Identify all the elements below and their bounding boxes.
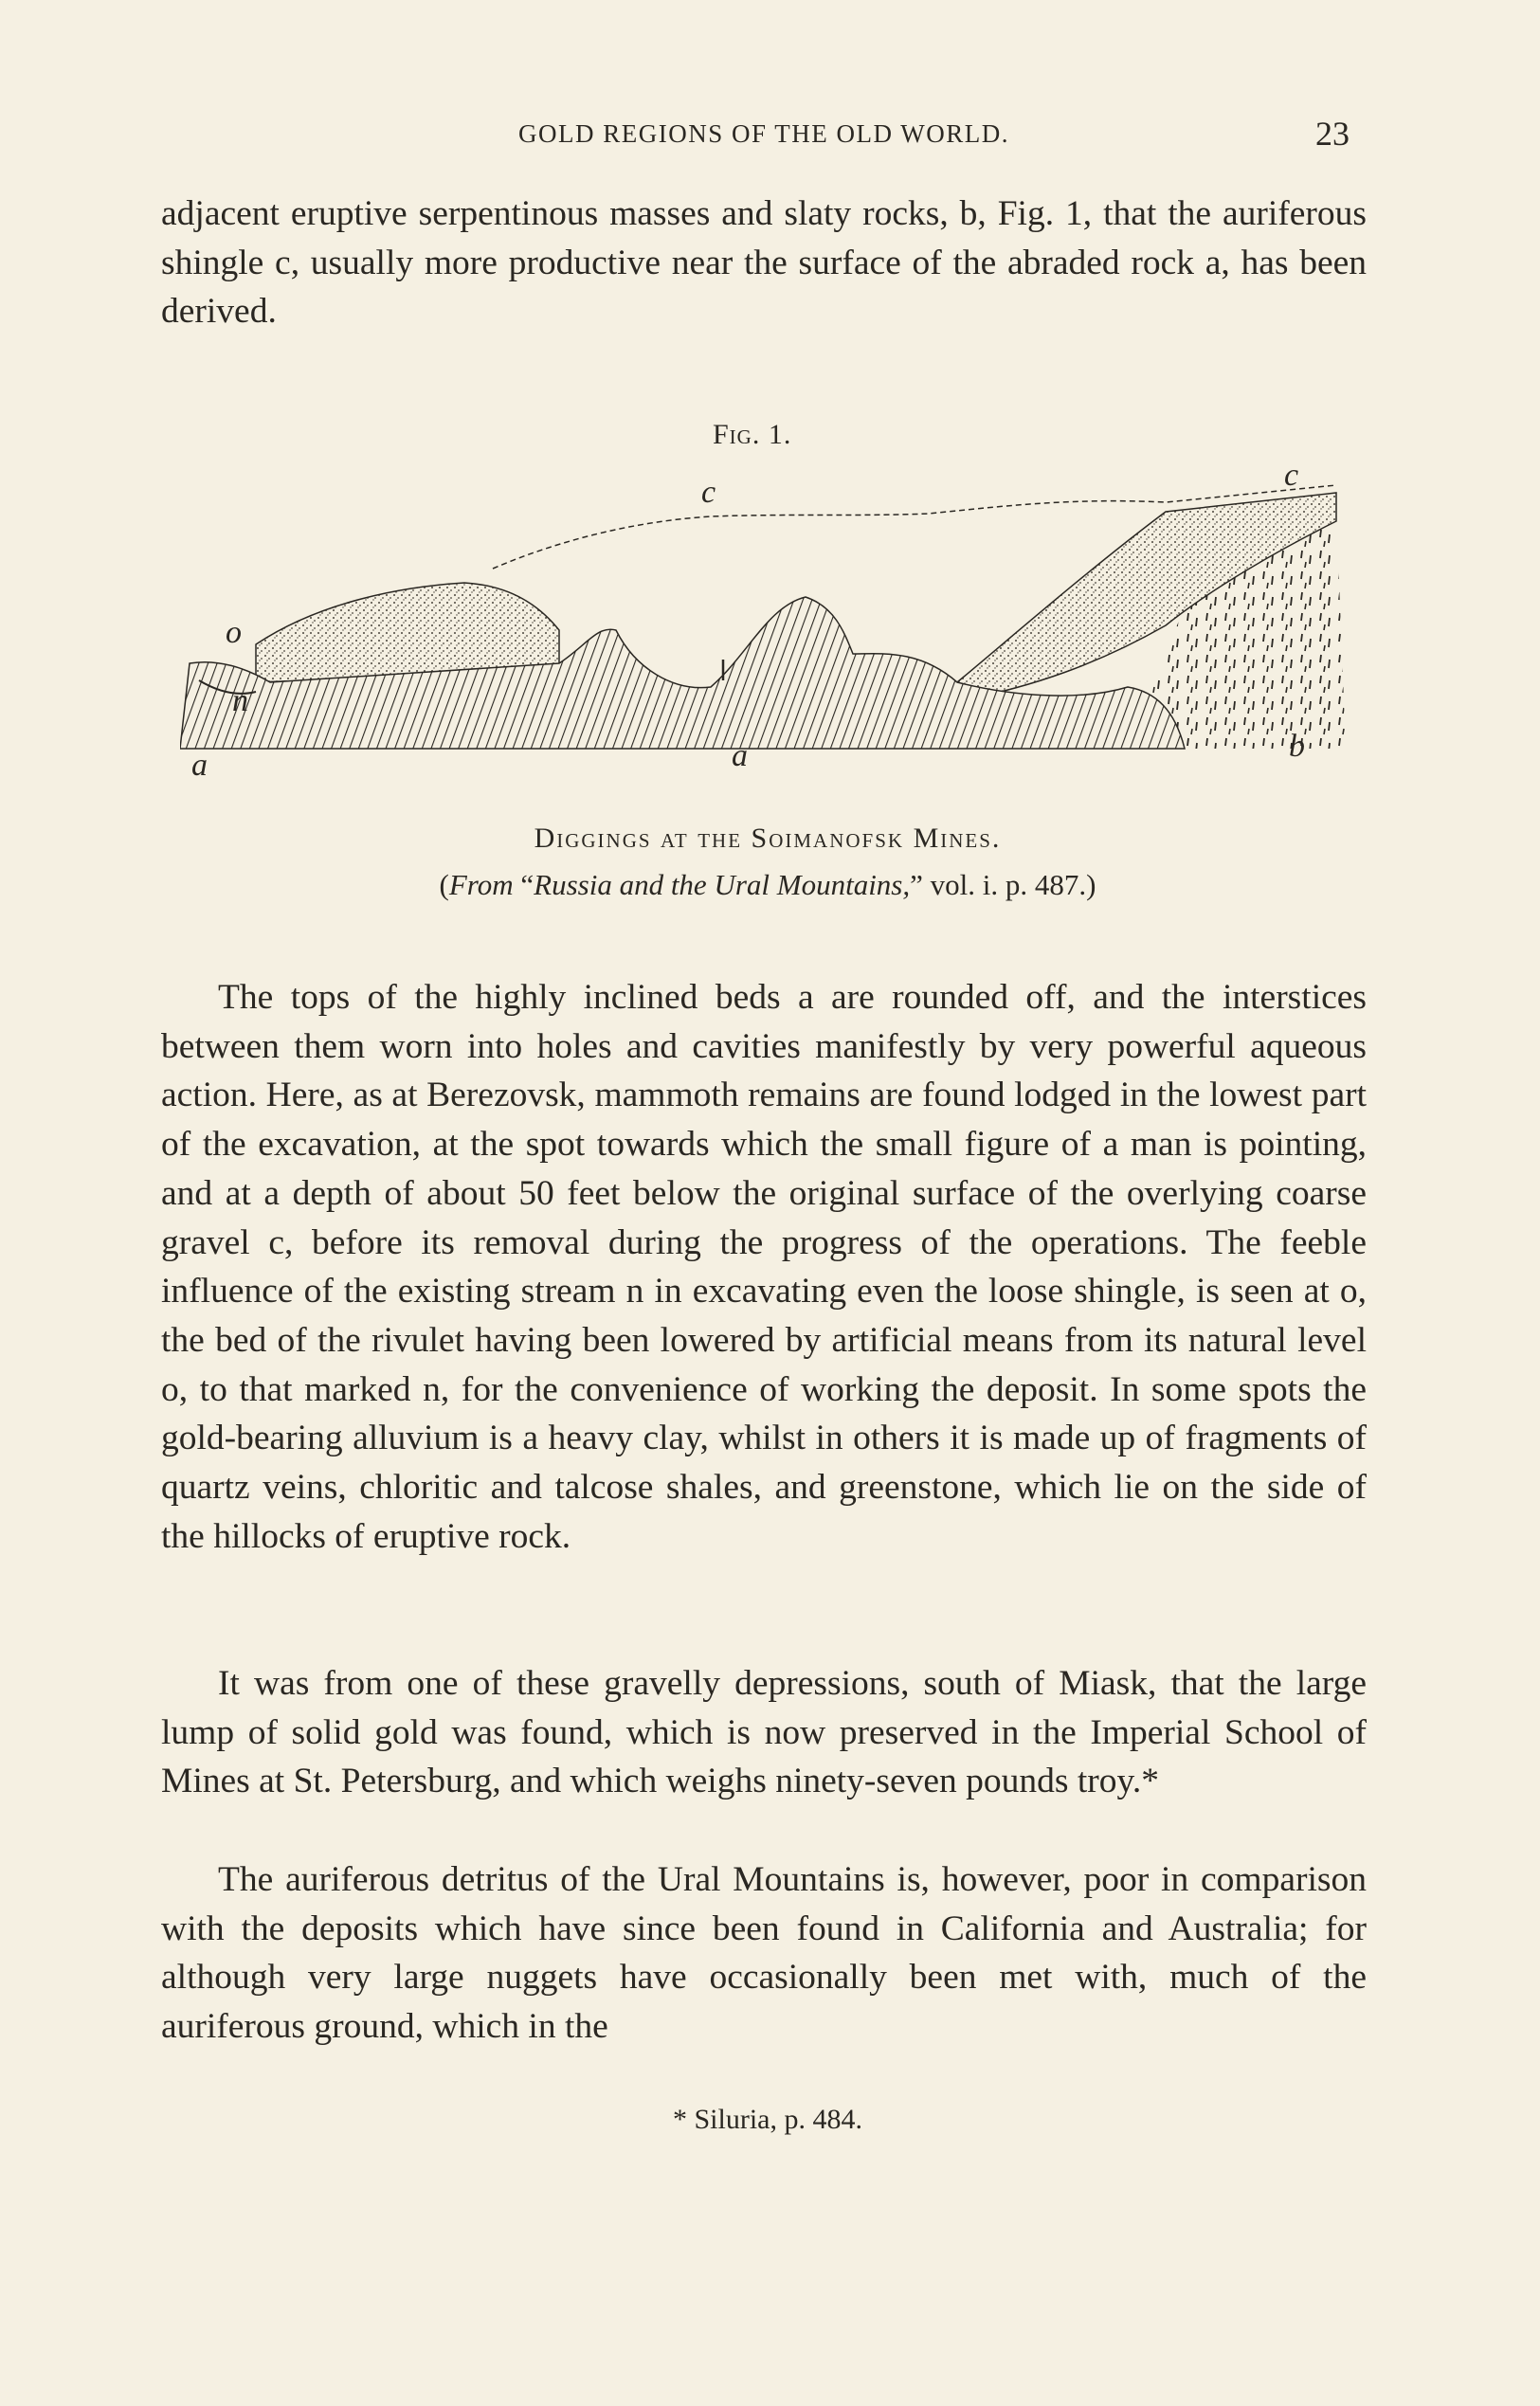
- source-title: Russia and the Ural Mountains,: [534, 868, 911, 901]
- running-head: GOLD REGIONS OF THE OLD WORLD.: [518, 119, 1009, 148]
- fig-letter-o: o: [226, 615, 242, 650]
- figure-source: [284, 868, 1251, 902]
- figure-caption: Diggings at the Soimanofsk Mines.: [534, 823, 1002, 854]
- page-number: 23: [1315, 115, 1350, 153]
- fig-letter-b: b: [1289, 729, 1305, 764]
- source-from: From: [448, 868, 514, 901]
- paragraph-3: The auriferous detritus of the Ural Mountains is, however, poor in comparison with the deposits which have since been found in California and Australia; for although very large nuggets have occasionally been met with, much of the auriferous ground, which in the: [161, 1860, 1367, 2047]
- paragraph-top: adjacent eruptive serpentinous masses and slaty rocks, b, Fig. 1, that the auriferous shingle c, usually more productive near the surface of the abraded rock a, has been derived.: [161, 194, 1367, 332]
- fig-letter-a-left: a: [191, 748, 208, 783]
- fig-letter-c-top: c: [701, 475, 716, 510]
- source-quote-open: “: [513, 868, 534, 901]
- geological-section-figure: [180, 464, 1346, 787]
- footnote: * Siluria, p. 484.: [673, 2104, 862, 2135]
- source-rest: ” vol. i. p. 487.): [910, 868, 1096, 901]
- paragraph-1: The tops of the highly inclined beds a are rounded off, and the interstices between them worn into holes and cavities manifestly by very powerful aqueous action. Here, as at Berezovsk, mammoth remains are found lodged in the lowest part of the excavation, at the spot towards which the small figure of a man is pointing, and at a depth of about 50 feet below the original surface of the overlying coarse gravel c, before its removal during the progress of the operations. The feeble influence of the existing stream n in excavating even the loose shingle, is seen at o, the bed of the rivulet having been lowered by artificial means from its natural level o, to that marked n, for the convenience of working the deposit. In some spots the gold-bearing alluvium is a heavy clay, whilst in others it is made up of fragments of quartz veins, chloritic and talcose shales, and greenstone, which lie on the side of the hillocks of eruptive rock.: [161, 978, 1367, 1556]
- fig-letter-a-mid: a: [732, 738, 748, 773]
- paragraph-2: It was from one of these gravelly depressions, south of Miask, that the large lump of solid gold was found, which is now preserved in the Imperial School of Mines at St. Petersburg, and which weighs ninety-seven pounds troy.*: [161, 1664, 1367, 1801]
- fig-letter-c-right: c: [1284, 464, 1299, 493]
- fig-letter-n: n: [232, 683, 248, 718]
- source-open: (: [439, 868, 449, 901]
- figure-label: Fig. 1.: [713, 419, 792, 450]
